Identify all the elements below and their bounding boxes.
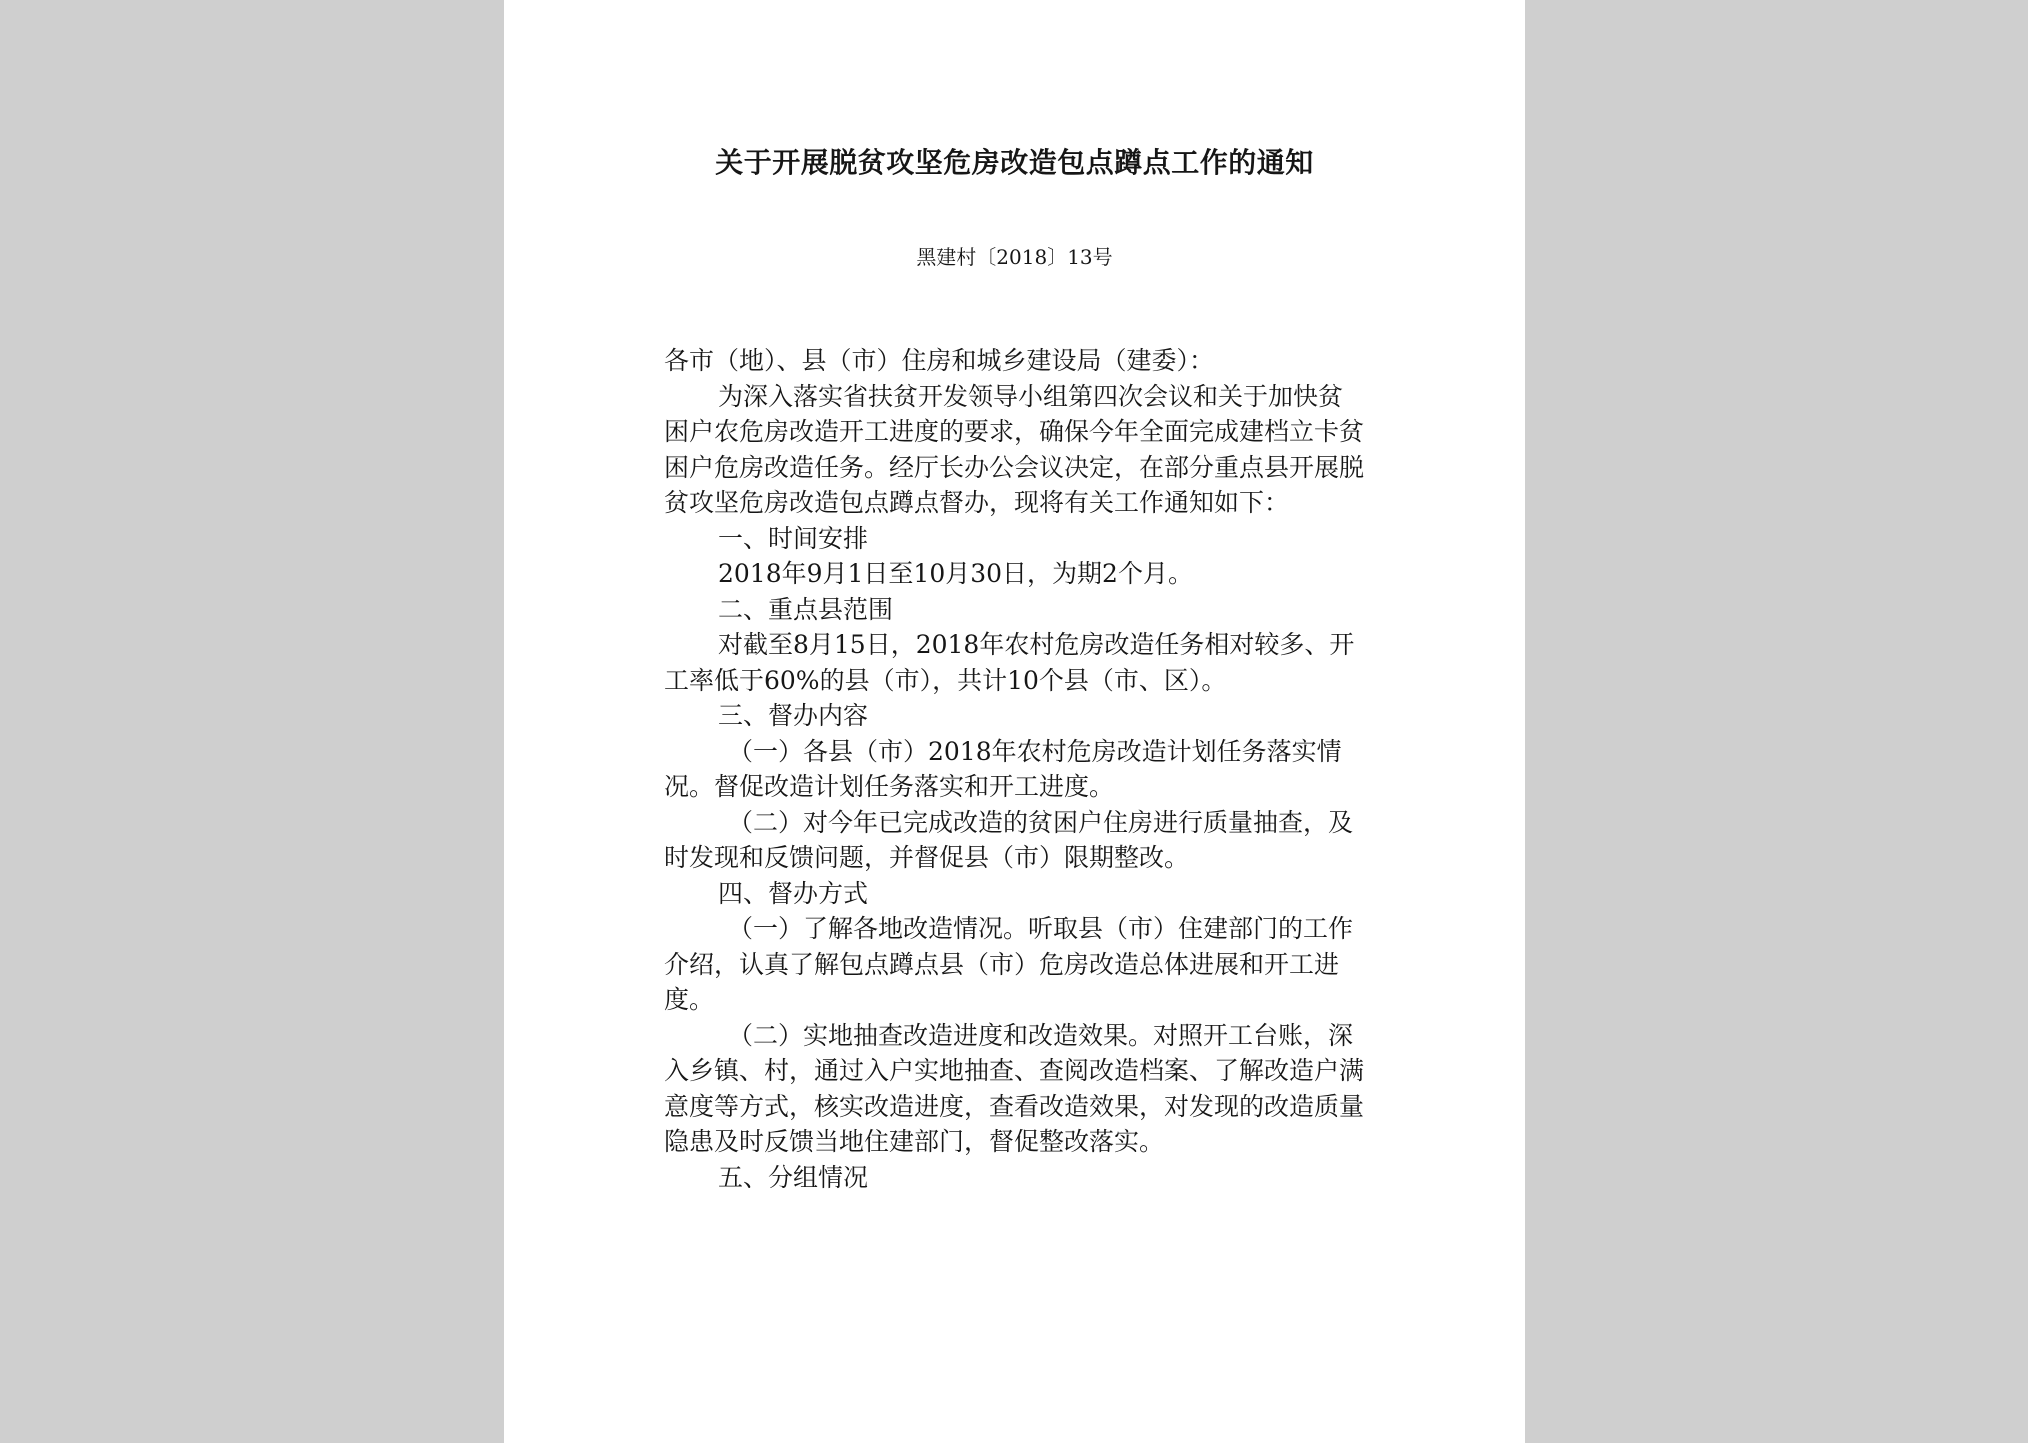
document-title: 关于开展脱贫攻坚危房改造包点蹲点工作的通知 <box>715 146 1314 179</box>
section-heading-content: 三、督办内容 <box>718 701 869 730</box>
document-body <box>664 343 1364 1195</box>
paragraph: （一）各县（市）2018年农村危房改造计划任务落实情况。督促改造计划任务落实和开工进度。 <box>664 736 1342 801</box>
paragraph: （一）了解各地改造情况。听取县（市）住建部门的工作介绍，认真了解包点蹲点县（市）危房改造总体进展和开工进度。 <box>664 914 1354 1014</box>
document-page <box>504 0 1525 1443</box>
section-heading-schedule: 一、时间安排 <box>718 523 869 553</box>
paragraph: 为深入落实省扶贫开发领导小组第四次会议和关于加快贫困户农危房改造开工进度的要求，确保今年全面完成建档立卡贫困户危房改造任务。经厅长办公会议决定，在部分重点县开展脱贫攻坚危房改造包点蹲点督办，现将有关工作通知如下： <box>664 381 1365 517</box>
paragraph: （二）实地抽查改造进度和改造效果。对照开工台账，深入乡镇、村，通过入户实地抽查、查阅改造档案、了解改造户满意度等方式，核实改造进度，查看改造效果，对发现的改造质量隐患及时反馈当地住建部门，督促整改落实。 <box>664 1020 1365 1156</box>
paragraph: （二）对今年已完成改造的贫困户住房进行质量抽查，及时发现和反馈问题，并督促县（市）限期整改。 <box>664 807 1354 872</box>
section-heading-groups: 五、分组情况 <box>718 1162 869 1192</box>
section-heading-scope: 二、重点县范围 <box>718 594 894 624</box>
paragraph: 2018年9月1日至10月30日，为期2个月。 <box>718 559 1193 588</box>
paragraph: 对截至8月15日，2018年农村危房改造任务相对较多、开工率低于60%的县（市），共计10个县（市、区）。 <box>664 630 1355 695</box>
section-heading-method: 四、督办方式 <box>718 878 869 908</box>
salutation: 各市（地）、县（市）住房和城乡建设局（建委）： <box>664 346 1215 375</box>
document-number: 黑建村〔2018〕13号 <box>916 245 1113 269</box>
